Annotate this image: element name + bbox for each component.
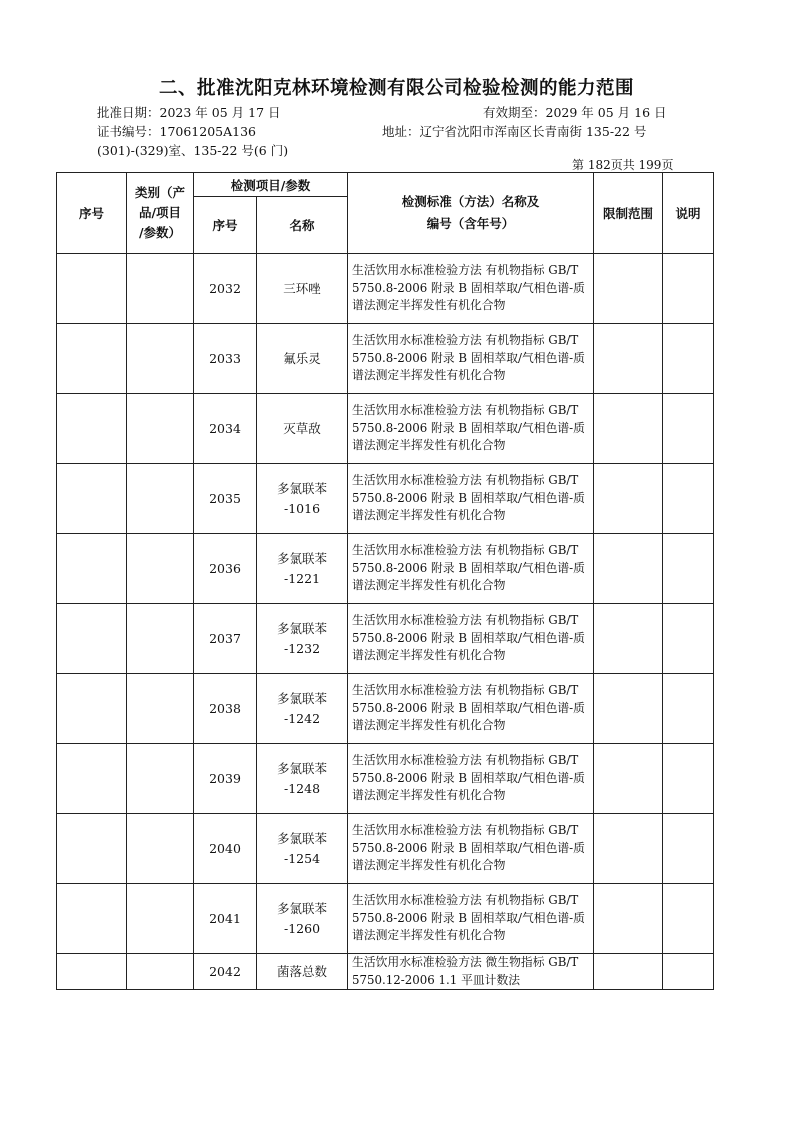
row-number: 2038 bbox=[194, 674, 257, 744]
row-seq-cell bbox=[57, 254, 127, 324]
row-limit-cell bbox=[594, 324, 663, 394]
row-name: 多氯联苯 -1248 bbox=[257, 744, 348, 814]
table-row bbox=[57, 464, 714, 534]
row-standard: 生活饮用水标准检验方法 有机物指标 GB/T 5750.8-2006 附录 B 固相萃取/气相色谱-质谱法测定半挥发性有机化合物 bbox=[348, 604, 594, 674]
row-category-cell bbox=[127, 674, 194, 744]
header-category: 类别（产 品/项目 /参数） bbox=[127, 173, 194, 254]
table-row bbox=[57, 884, 714, 954]
header-sub-seq: 序号 bbox=[194, 197, 257, 254]
table-row bbox=[57, 674, 714, 744]
row-limit-cell bbox=[594, 604, 663, 674]
row-category-cell bbox=[127, 814, 194, 884]
row-remark-cell bbox=[663, 954, 714, 990]
row-category-cell bbox=[127, 604, 194, 674]
row-standard: 生活饮用水标准检验方法 有机物指标 GB/T 5750.8-2006 附录 B 固相萃取/气相色谱-质谱法测定半挥发性有机化合物 bbox=[348, 394, 594, 464]
row-standard: 生活饮用水标准检验方法 有机物指标 GB/T 5750.8-2006 附录 B 固相萃取/气相色谱-质谱法测定半挥发性有机化合物 bbox=[348, 464, 594, 534]
row-standard: 生活饮用水标准检验方法 有机物指标 GB/T 5750.8-2006 附录 B 固相萃取/气相色谱-质谱法测定半挥发性有机化合物 bbox=[348, 814, 594, 884]
row-number: 2041 bbox=[194, 884, 257, 954]
row-name: 多氯联苯 -1254 bbox=[257, 814, 348, 884]
row-seq-cell bbox=[57, 534, 127, 604]
row-remark-cell bbox=[663, 744, 714, 814]
table-row bbox=[57, 814, 714, 884]
row-category-cell bbox=[127, 534, 194, 604]
row-remark-cell bbox=[663, 814, 714, 884]
row-remark-cell bbox=[663, 884, 714, 954]
row-remark-cell bbox=[663, 254, 714, 324]
header-seq: 序号 bbox=[57, 173, 127, 254]
row-seq-cell bbox=[57, 464, 127, 534]
certificate-number: 证书编号：17061205A136 bbox=[97, 124, 257, 139]
address: 地址：辽宁省沈阳市浑南区长青南街 135-22 号 bbox=[382, 124, 647, 139]
row-name: 多氯联苯 -1260 bbox=[257, 884, 348, 954]
row-limit-cell bbox=[594, 464, 663, 534]
row-limit-cell bbox=[594, 814, 663, 884]
table-row bbox=[57, 534, 714, 604]
row-seq-cell bbox=[57, 674, 127, 744]
row-number: 2034 bbox=[194, 394, 257, 464]
row-remark-cell bbox=[663, 604, 714, 674]
row-limit-cell bbox=[594, 884, 663, 954]
row-standard: 生活饮用水标准检验方法 有机物指标 GB/T 5750.8-2006 附录 B 固相萃取/气相色谱-质谱法测定半挥发性有机化合物 bbox=[348, 744, 594, 814]
row-name: 多氯联苯 -1221 bbox=[257, 534, 348, 604]
row-standard: 生活饮用水标准检验方法 有机物指标 GB/T 5750.8-2006 附录 B 固相萃取/气相色谱-质谱法测定半挥发性有机化合物 bbox=[348, 534, 594, 604]
row-number: 2037 bbox=[194, 604, 257, 674]
approval-date: 批准日期：2023 年 05 月 17 日 bbox=[97, 105, 281, 120]
valid-until: 有效期至：2029 年 05 月 16 日 bbox=[483, 105, 667, 120]
row-seq-cell bbox=[57, 954, 127, 990]
row-standard: 生活饮用水标准检验方法 有机物指标 GB/T 5750.8-2006 附录 B 固相萃取/气相色谱-质谱法测定半挥发性有机化合物 bbox=[348, 674, 594, 744]
row-name: 多氯联苯 -1242 bbox=[257, 674, 348, 744]
row-number: 2035 bbox=[194, 464, 257, 534]
row-name: 氟乐灵 bbox=[257, 324, 348, 394]
table-row bbox=[57, 324, 714, 394]
header-standard: 检测标准（方法）名称及 编号（含年号） bbox=[348, 173, 594, 254]
table-row bbox=[57, 394, 714, 464]
row-remark-cell bbox=[663, 534, 714, 604]
page-indicator: 第 182页共 199页 bbox=[572, 158, 674, 172]
row-seq-cell bbox=[57, 884, 127, 954]
row-remark-cell bbox=[663, 324, 714, 394]
row-standard: 生活饮用水标准检验方法 有机物指标 GB/T 5750.8-2006 附录 B 固相萃取/气相色谱-质谱法测定半挥发性有机化合物 bbox=[348, 254, 594, 324]
row-limit-cell bbox=[594, 534, 663, 604]
row-remark-cell bbox=[663, 394, 714, 464]
row-name: 多氯联苯 -1016 bbox=[257, 464, 348, 534]
row-number: 2042 bbox=[194, 954, 257, 990]
row-limit-cell bbox=[594, 744, 663, 814]
row-seq-cell bbox=[57, 324, 127, 394]
row-limit-cell bbox=[594, 254, 663, 324]
row-limit-cell bbox=[594, 394, 663, 464]
table-row bbox=[57, 254, 714, 324]
row-seq-cell bbox=[57, 604, 127, 674]
header-test-item: 检测项目/参数 bbox=[194, 173, 348, 197]
table-row bbox=[57, 954, 714, 990]
row-name: 多氯联苯 -1232 bbox=[257, 604, 348, 674]
row-remark-cell bbox=[663, 464, 714, 534]
row-seq-cell bbox=[57, 744, 127, 814]
header-limit: 限制范围 bbox=[594, 173, 663, 254]
row-seq-cell bbox=[57, 814, 127, 884]
row-category-cell bbox=[127, 744, 194, 814]
row-number: 2040 bbox=[194, 814, 257, 884]
header-remark: 说明 bbox=[663, 173, 714, 254]
row-limit-cell bbox=[594, 674, 663, 744]
row-seq-cell bbox=[57, 394, 127, 464]
row-number: 2032 bbox=[194, 254, 257, 324]
row-category-cell bbox=[127, 324, 194, 394]
row-number: 2036 bbox=[194, 534, 257, 604]
row-category-cell bbox=[127, 254, 194, 324]
table-row bbox=[57, 604, 714, 674]
row-number: 2033 bbox=[194, 324, 257, 394]
row-category-cell bbox=[127, 954, 194, 990]
header-sub-name: 名称 bbox=[257, 197, 348, 254]
row-name: 菌落总数 bbox=[257, 954, 348, 990]
address-continued: (301)-(329)室、135-22 号(6 门) bbox=[97, 143, 289, 158]
row-category-cell bbox=[127, 884, 194, 954]
row-number: 2039 bbox=[194, 744, 257, 814]
row-standard: 生活饮用水标准检验方法 有机物指标 GB/T 5750.8-2006 附录 B 固相萃取/气相色谱-质谱法测定半挥发性有机化合物 bbox=[348, 884, 594, 954]
row-category-cell bbox=[127, 394, 194, 464]
row-standard: 生活饮用水标准检验方法 微生物指标 GB/T 5750.12-2006 1.1 平皿计数法 bbox=[348, 954, 594, 990]
capability-table bbox=[56, 172, 714, 990]
row-category-cell bbox=[127, 464, 194, 534]
row-standard: 生活饮用水标准检验方法 有机物指标 GB/T 5750.8-2006 附录 B 固相萃取/气相色谱-质谱法测定半挥发性有机化合物 bbox=[348, 324, 594, 394]
row-remark-cell bbox=[663, 674, 714, 744]
table-row bbox=[57, 744, 714, 814]
row-name: 灭草敌 bbox=[257, 394, 348, 464]
row-name: 三环唑 bbox=[257, 254, 348, 324]
row-limit-cell bbox=[594, 954, 663, 990]
page-title: 二、批准沈阳克林环境检测有限公司检验检测的能力范围 bbox=[158, 78, 634, 99]
